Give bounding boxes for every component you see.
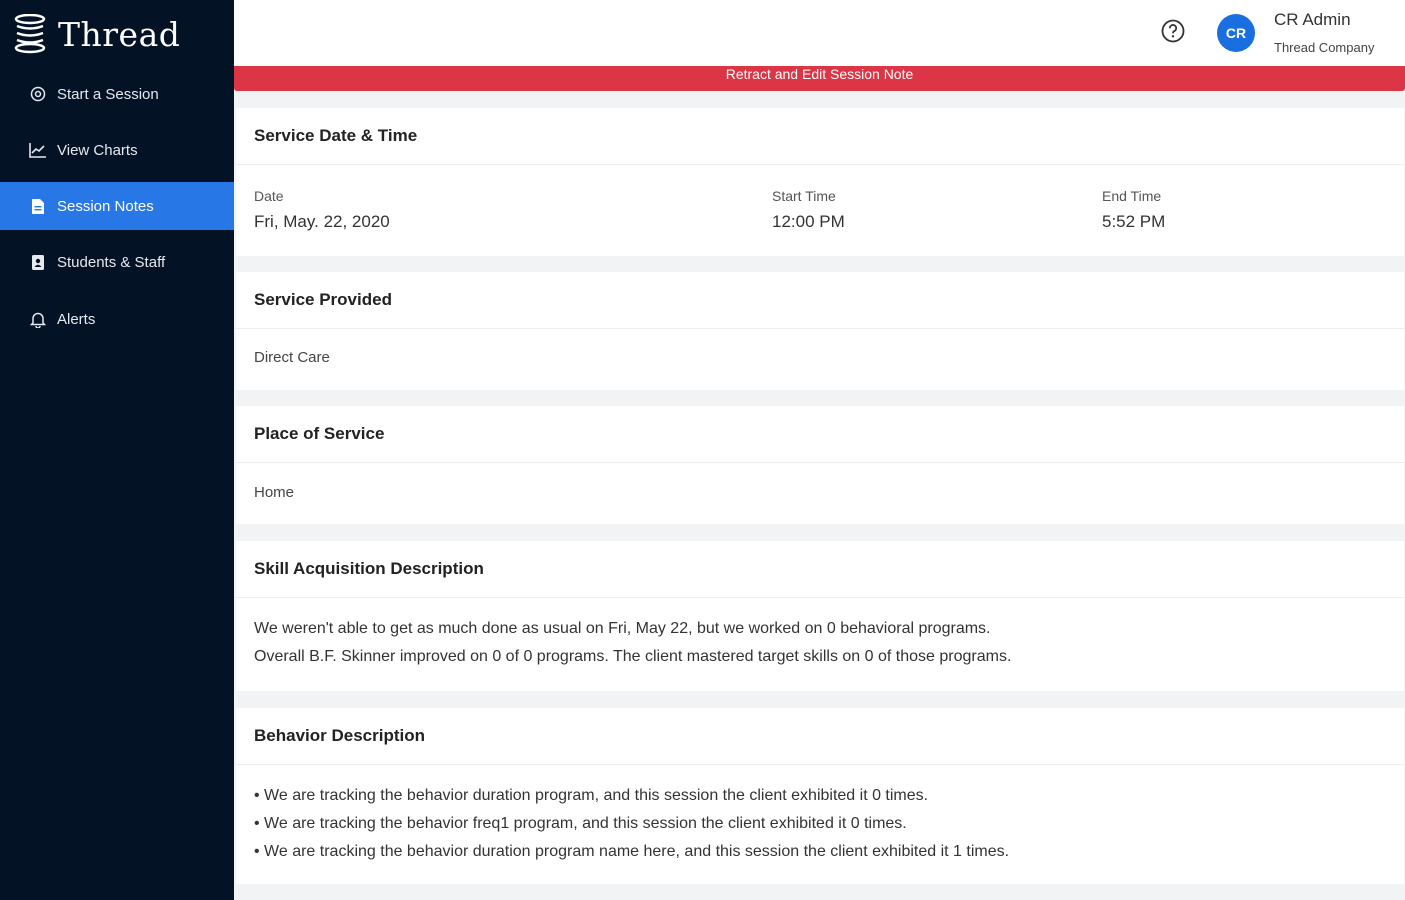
user-company: Thread Company bbox=[1274, 40, 1375, 55]
user-name[interactable]: CR Admin bbox=[1274, 10, 1351, 29]
description-line: • We are tracking the behavior freq1 program, and this session the client exhibited it 0 times. bbox=[254, 815, 907, 832]
card-title: Skill Acquisition Description bbox=[236, 541, 1404, 598]
sidebar-item-label: Session Notes bbox=[57, 197, 154, 215]
sidebar-item-label: Start a Session bbox=[57, 85, 159, 103]
skill-acquisition-card bbox=[236, 541, 1404, 691]
avatar[interactable]: CR bbox=[1217, 14, 1255, 52]
brand-logo[interactable] bbox=[14, 12, 180, 56]
behavior-description-card bbox=[236, 708, 1404, 884]
thread-spool-icon bbox=[14, 14, 46, 54]
description-line: We weren't able to get as much done as usual on Fri, May 22, but we worked on 0 behavioral programs. bbox=[254, 620, 991, 637]
card-title: Service Provided bbox=[236, 272, 1404, 329]
banner-label: Retract and Edit Session Note bbox=[725, 66, 914, 82]
date-label: Date bbox=[254, 188, 284, 204]
start-time-label: Start Time bbox=[772, 188, 836, 204]
document-icon bbox=[29, 197, 47, 215]
sidebar-item-students-staff[interactable] bbox=[0, 238, 234, 286]
service-provided-card bbox=[236, 272, 1404, 390]
sidebar bbox=[0, 0, 234, 900]
sidebar-item-alerts[interactable] bbox=[0, 295, 234, 343]
description-line: • We are tracking the behavior duration program name here, and this session the client exhibited it 1 times. bbox=[254, 843, 1010, 860]
card-title: Service Date & Time bbox=[236, 108, 1404, 165]
sidebar-item-label: View Charts bbox=[57, 141, 138, 159]
date-value: Fri, May. 22, 2020 bbox=[254, 212, 390, 231]
start-time-value: 12:00 PM bbox=[772, 212, 845, 231]
card-title: Place of Service bbox=[236, 406, 1404, 463]
top-header bbox=[234, 0, 1405, 66]
place-of-service-value: Home bbox=[254, 484, 295, 501]
sidebar-item-label: Students & Staff bbox=[57, 253, 166, 271]
sidebar-item-view-charts[interactable] bbox=[0, 126, 234, 174]
question-circle-icon[interactable] bbox=[1161, 19, 1185, 43]
brand-name: Thread bbox=[58, 14, 181, 54]
behavior-description-text bbox=[236, 765, 1404, 866]
place-of-service-card bbox=[236, 406, 1404, 524]
retract-edit-banner-button[interactable] bbox=[234, 66, 1405, 91]
date-field bbox=[254, 188, 390, 232]
card-title: Behavior Description bbox=[236, 708, 1404, 765]
sidebar-item-label: Alerts bbox=[57, 310, 96, 328]
sidebar-item-session-notes[interactable] bbox=[0, 182, 234, 230]
sidebar-item-start-session[interactable] bbox=[0, 70, 234, 118]
bell-icon bbox=[29, 310, 47, 328]
contact-book-icon bbox=[29, 253, 47, 271]
description-line: Overall B.F. Skinner improved on 0 of 0 programs. The client mastered target skills on 0 of those programs. bbox=[254, 648, 1012, 665]
gear-circle-icon bbox=[29, 85, 47, 103]
service-provided-value: Direct Care bbox=[254, 349, 330, 366]
line-chart-icon bbox=[29, 141, 47, 159]
end-time-value: 5:52 PM bbox=[1102, 212, 1166, 231]
skill-acquisition-text bbox=[236, 598, 1404, 671]
end-time-field bbox=[1102, 188, 1165, 232]
description-line: • We are tracking the behavior duration program, and this session the client exhibited it 0 times. bbox=[254, 787, 929, 804]
end-time-label: End Time bbox=[1102, 188, 1162, 204]
service-datetime-card bbox=[236, 108, 1404, 256]
start-time-field bbox=[772, 188, 845, 232]
